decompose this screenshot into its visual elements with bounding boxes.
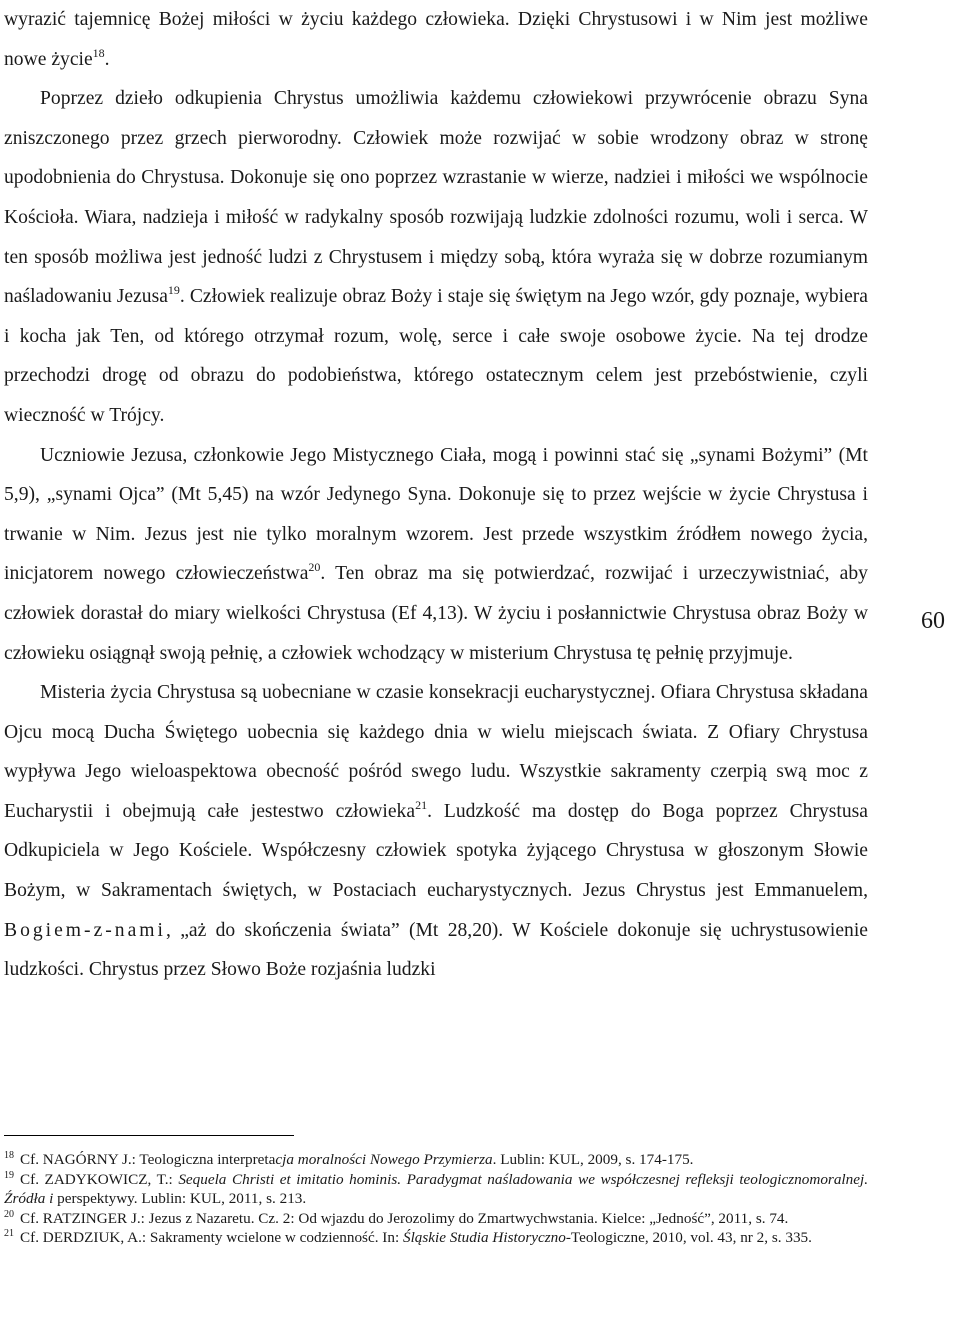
paragraph-text: , „aż do skończenia świata” (Mt 28,20). W Kościele dokonuje się uchrystusowienie ludzkości. Chrystus przez Słowo Boże rozjaśnia ludzki (4, 919, 868, 981)
footnote-text: perspektywy. Lublin: KUL, 2011, s. 213. (53, 1190, 307, 1208)
footnote-text: Cf. RATZINGER J.: Jezus z Nazaretu. Cz. 2: Od wjazdu do Jerozolimy do Zmartwychwstania. Kielce: „Jedność”, 2011, s. 74. (20, 1209, 789, 1227)
footnotes (4, 1150, 868, 1248)
spaced-emphasis: Bogiem-z-nami (4, 919, 166, 941)
paragraph-text: Uczniowie Jezusa, członkowie Jego Mistycznego Ciała, mogą i powinni stać się „synami Bożymi” (Mt 5,9), „synami Ojca” (Mt 5,45) na wzór Jedynego Syna. Dokonuje się to przez wejście w życie Chrystusa i trwanie w Nim. Jezus jest nie tylko moralnym wzorem. Jest przede wszystkim źródłem nowego życia, inicjatorem nowego człowieczeństwa (4, 444, 868, 585)
paragraph-text: Misteria życia Chrystusa są uobecniane w czasie konsekracji eucharystycznej. Ofiara Chrystusa składana Ojcu mocą Ducha Świętego uobecnia się każdego dnia w wielu miejscach świata. Z Ofiary Chrystusa wypływa Jego wieloaspektowa obecność pośród swego ludu. Wszystkie sakramenty czerpią swą moc z Eucharystii i obejmują całe jestestwo człowieka (4, 682, 868, 822)
footnote-title: Śląskie Studia Historyczno (402, 1229, 566, 1247)
footnote-text: Cf. DERDZIUK, A.: Sakramenty wcielone w codzienność. In: (20, 1229, 403, 1247)
paragraph-3 (4, 436, 868, 674)
footnote-number: 18 (4, 1150, 14, 1161)
footnote-text: Cf. NAGÓRNY J.: Teologiczna interpreta (20, 1151, 276, 1168)
footnote-18 (4, 1150, 868, 1170)
footnote-20 (4, 1209, 868, 1229)
paragraph-2 (4, 79, 868, 435)
paragraph-text: wyrazić tajemnicę Bożej miłości w życiu każdego człowieka. Dzięki Chrystusowi i w Nim jest możliwe nowe życie (4, 9, 868, 70)
footnote-number: 20 (4, 1208, 14, 1220)
footnote-19 (4, 1170, 868, 1209)
paragraph-text: . Człowiek realizuje obraz Boży i staje się świętym na Jego wzór, gdy poznaje, wybiera i kocha jak Ten, od którego otrzymał rozum, wolę, serce i całe swoje osobowe życie. Na tej drodze przechodzi drogę od obrazu do podobieństwa, którego ostatecznym celem jest przebóstwienie, czyli wieczność w Trójcy. (4, 286, 869, 426)
footnote-text: -Teologiczne, 2010, vol. 43, nr 2, s. 335. (565, 1229, 812, 1247)
paragraph-text: . Ten obraz ma się potwierdzać, rozwijać i urzeczywistniać, aby człowiek dorastał do miary wielkości Chrystusa (Ef 4,13). W życiu i posłannictwie Chrystusa obraz Boży w człowieku osiągnął swoją pełnię, a człowiek wchodzący w misterium Chrystusa tę pełnię przyjmuje. (4, 563, 868, 664)
footnote-ref-19[interactable]: 19 (167, 283, 180, 298)
footnote-21 (4, 1228, 868, 1248)
footnote-number: 21 (4, 1228, 14, 1240)
footnote-number: 19 (4, 1169, 14, 1181)
footnote-ref-18[interactable]: 18 (92, 45, 105, 60)
paragraph-text: . Ludzkość ma dostęp do Boga poprzez Chrystusa Odkupiciela w Jego Kościele. Współczesny człowiek spotyka żyjącego Chrystusa w głoszonym Słowie Bożym, w Sakramentach świętych, w Postaciach eucharystycznych. Jezus Chrystus jest Emmanuelem, (4, 800, 868, 902)
footnote-ref-21[interactable]: 21 (415, 797, 428, 812)
footnote-ref-20[interactable]: 20 (308, 560, 321, 575)
page-number: 60 (921, 608, 945, 634)
footnote-title: Sequela Christi et imitatio hominis. Paradygmat naśladowania we współczesnej refleksji teologicznomoralnej. Źródła i (4, 1170, 868, 1208)
footnote-title: cja moralności Nowego Przymierza (275, 1151, 493, 1168)
paragraph-1 (4, 0, 868, 79)
body-text (4, 0, 868, 990)
paragraph-text: . (104, 48, 110, 70)
footnote-text: Cf. ZADYKOWICZ, T.: (20, 1170, 179, 1188)
paragraph-text: Poprzez dzieło odkupienia Chrystus umożliwia każdemu człowiekowi przywrócenie obrazu Syna zniszczonego przez grzech pierworodny. Człowiek może rozwijać w sobie wrodzony obraz w stronę upodobnienia do Chrystusa. Dokonuje się ono poprzez wzrastanie w wierze, nadziei i miłości we wspólnocie Kościoła. Wiara, nadzieja i miłość w radykalny sposób rozwijają ludzkie zdolności rozumu, woli i serca. W ten sposób możliwa jest jedność ludzi z Chrystusem i między sobą, która wyraża się w dobrze rozumianym naśladowaniu Jezusa (4, 88, 868, 308)
footnote-separator (4, 1135, 294, 1136)
paragraph-4 (4, 673, 868, 990)
footnote-text: . Lublin: KUL, 2009, s. 174-175. (492, 1151, 694, 1168)
